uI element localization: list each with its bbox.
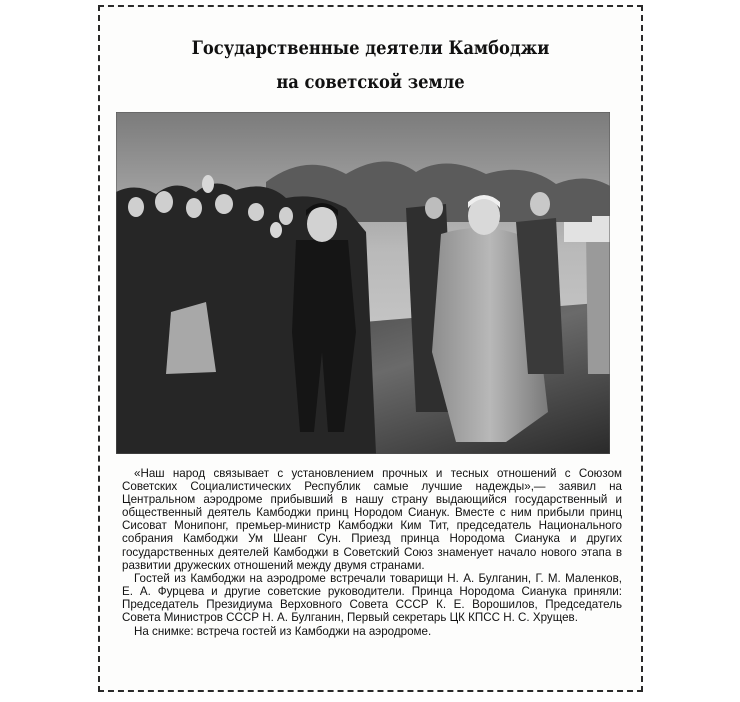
headline-line-2: на советской земле	[276, 71, 465, 93]
paragraph-2: Гостей из Камбоджи на аэродроме встречали товарищи Н. А. Булганин, Г. М. Маленков, Е. А. Фурцева и другие советские руководители. Принца Нородома Сианука приняли: Председатель Президиума Верховного Совета СССР К. Е. Ворошилов, Председатель Совета Министров СССР Н. А. Булганин, Первый секретарь ЦК КПСС Н. С. Хрущев.	[122, 571, 622, 625]
paragraph-1: «Наш народ связывает с установлением прочных и тесных отношений с Союзом Советских Социалистических Республик самые лучшие надежды»,— заявил на Центральном аэродроме прибывший в нашу страну выдающийся государственный и общественный деятель Камбоджи принц Нородом Сианук. Вместе с ним прибыли принц Сисоват Монипонг, премьер-министр Камбоджи Ким Тит, председатель Национального собрания Камбоджи Ум Шеанг Сун. Приезд принца Нородома Сианука и других государственных деятелей Камбоджи в Советский Союз знаменует начало нового этапа в развитии дружеских отношений между двумя странами.	[122, 467, 622, 572]
article-text	[122, 467, 622, 638]
right-edge-figure	[586, 226, 610, 374]
headline-line-1: Государственные деятели Камбоджи	[191, 37, 550, 59]
photo-caption: На снимке: встреча гостей из Камбоджи на аэродроме.	[134, 625, 432, 639]
news-photo	[116, 112, 610, 454]
newspaper-clipping	[98, 5, 643, 692]
headline	[138, 31, 603, 99]
center-figure-head	[307, 206, 337, 242]
